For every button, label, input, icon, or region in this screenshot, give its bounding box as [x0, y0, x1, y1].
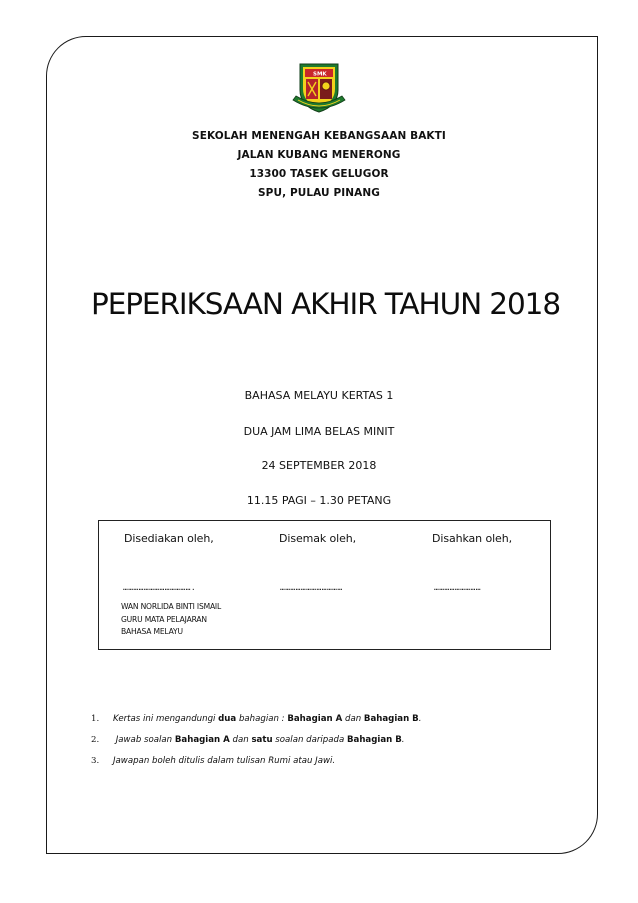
checked-signature-line: ………………………………: [280, 583, 343, 592]
approved-by-label: Disahkan oleh,: [432, 532, 512, 545]
instruction-number: 1.: [91, 714, 100, 724]
instruction-text: dan: [342, 714, 364, 724]
instruction-number: 3.: [91, 756, 100, 766]
prepared-signature-line: ………………………………….: [123, 583, 197, 592]
school-postcode: 13300 TASEK GELUGOR: [249, 168, 389, 180]
signature-box: [98, 520, 551, 650]
crest-banner-text: SMK: [313, 71, 327, 78]
instruction-text: bahagian :: [236, 714, 288, 724]
instruction-item: [91, 756, 421, 777]
instruction-number: 2.: [91, 735, 100, 745]
instruction-emphasis: dua: [218, 714, 237, 724]
signer-role: GURU MATA PELAJARAN: [121, 614, 207, 624]
instruction-text: Kertas ini mengandungi: [113, 714, 219, 724]
instruction-text: .: [418, 714, 422, 724]
school-address-block: [0, 127, 638, 203]
instruction-emphasis: Bahagian B: [346, 735, 402, 745]
instruction-item: [91, 735, 421, 756]
signer-name: WAN NORLIDA BINTI ISMAIL: [121, 602, 222, 611]
instruction-item: [91, 714, 421, 735]
school-street: JALAN KUBANG MENERONG: [237, 149, 401, 161]
signer-subject: BAHASA MELAYU: [121, 627, 183, 636]
instruction-emphasis: satu: [251, 735, 273, 745]
paper-date: 24 SEPTEMBER 2018: [261, 459, 377, 472]
school-state: SPU, PULAU PINANG: [258, 187, 380, 199]
paper-duration: DUA JAM LIMA BELAS MINIT: [243, 425, 395, 438]
prepared-by-label: Disediakan oleh,: [124, 532, 214, 545]
paper-time: 11.15 PAGI – 1.30 PETANG: [246, 494, 392, 507]
instruction-text: Jawab soalan: [113, 735, 175, 745]
instruction-text: .: [401, 735, 405, 745]
checked-by-label: Disemak oleh,: [279, 532, 357, 545]
instruction-emphasis: Bahagian A: [287, 714, 343, 724]
school-crest-logo: [290, 60, 348, 116]
exam-title: PEPERIKSAAN AKHIR TAHUN 2018: [91, 287, 560, 321]
paper-subject: BAHASA MELAYU KERTAS 1: [244, 389, 394, 402]
instruction-emphasis: Bahagian A: [174, 735, 230, 745]
signer-details: [121, 601, 221, 639]
instruction-text: dan: [229, 735, 252, 745]
school-name: SEKOLAH MENENGAH KEBANGSAAN BAKTI: [192, 130, 446, 142]
approved-signature-line: ………………………: [434, 583, 481, 592]
instruction-emphasis: Bahagian B: [363, 714, 419, 724]
instruction-text: Jawapan boleh ditulis dalam tulisan Rumi atau Jawi.: [113, 756, 336, 766]
instruction-text: soalan daripada: [272, 735, 347, 745]
instructions-list: [91, 714, 421, 777]
